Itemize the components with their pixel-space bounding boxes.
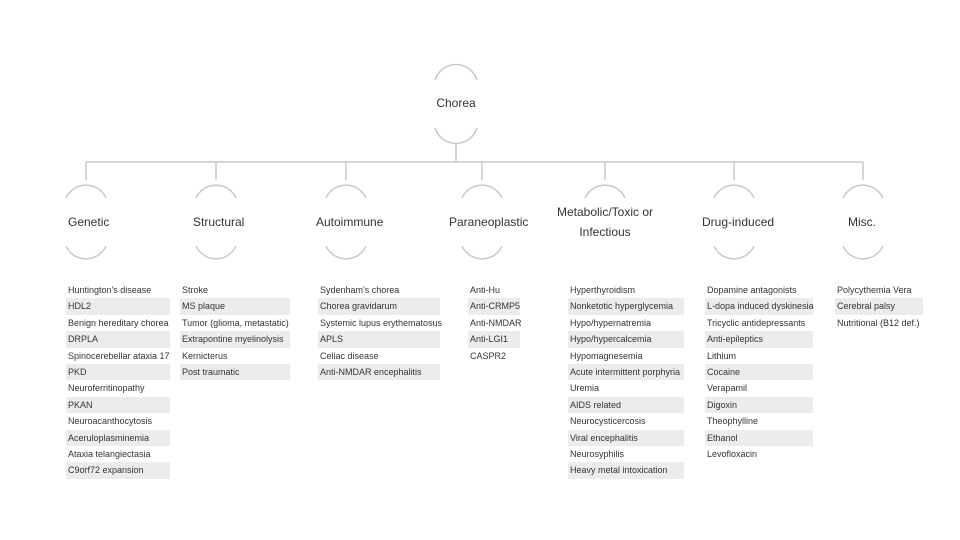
list-item: Anti-epileptics xyxy=(705,331,813,347)
list-item: Chorea gravidarum xyxy=(318,298,440,314)
list-item: Stroke xyxy=(182,285,209,295)
list-item: Dopamine antagonists xyxy=(707,285,797,295)
list-paraneoplastic xyxy=(468,282,520,364)
list-item: Hyperthyroidism xyxy=(570,285,636,295)
list-item: Uremia xyxy=(570,383,600,394)
list-drug-induced xyxy=(705,282,813,462)
list-item: Heavy metal intoxication xyxy=(568,462,684,478)
category-label-autoimmune: Autoimmune xyxy=(316,215,384,229)
list-item: Huntington's disease xyxy=(68,285,152,295)
branch-lower-arcs xyxy=(66,246,883,259)
list-item: C9orf72 expansion xyxy=(66,462,170,478)
category-label-metabolic-line-1: Metabolic/Toxic or xyxy=(556,205,654,219)
list-item: Post traumatic xyxy=(180,364,290,380)
category-label-drug-induced: Drug-induced xyxy=(702,215,775,229)
list-item: PKD xyxy=(66,364,170,380)
list-item: Neuroferritinopathy xyxy=(68,383,145,394)
list-autoimmune xyxy=(318,282,443,380)
branch-autoimmune xyxy=(326,162,366,198)
list-item: Levofloxacin xyxy=(707,448,758,459)
list-item: Theophylline xyxy=(707,416,759,427)
list-item: Anti-Hu xyxy=(470,285,501,295)
list-item: Viral encephalitis xyxy=(568,430,684,446)
list-item: Neurocysticercosis xyxy=(570,416,646,427)
branch-paraneoplastic xyxy=(462,162,502,198)
list-item: Tumor (glioma, metastatic) xyxy=(182,317,289,328)
list-item: CASPR2 xyxy=(470,350,507,361)
list-item: Anti-NMDAR xyxy=(470,317,522,328)
list-item: Anti-CRMP5 xyxy=(468,298,520,314)
list-item: Hypo/hypercalcemia xyxy=(568,331,684,347)
branch-connectors xyxy=(66,162,883,198)
list-item: Nutritional (B12 def.) xyxy=(837,317,920,328)
list-item: Nonketotic hyperglycemia xyxy=(568,298,684,314)
list-item: Kernicterus xyxy=(182,350,228,361)
list-item: Tricyclic antidepressants xyxy=(707,317,806,328)
list-item: HDL2 xyxy=(66,298,170,314)
list-genetic xyxy=(66,282,170,479)
list-item: Systemic lupus erythematosus xyxy=(320,317,443,328)
category-label-structural: Structural xyxy=(193,215,245,229)
root-node-label: Chorea xyxy=(436,96,476,110)
list-metabolic xyxy=(568,282,684,479)
list-item: Verapamil xyxy=(707,383,748,394)
list-item: Digoxin xyxy=(705,397,813,413)
category-label-paraneoplastic: Paraneoplastic xyxy=(449,215,529,229)
branch-misc xyxy=(843,162,883,198)
list-item: Sydenham's chorea xyxy=(320,285,400,295)
branch-metabolic xyxy=(585,162,625,198)
list-item: PKAN xyxy=(66,397,170,413)
list-item: Spinocerebellar ataxia 17 xyxy=(68,350,170,361)
list-item: Lithium xyxy=(707,350,737,361)
category-label-metabolic xyxy=(555,202,655,242)
branch-drug-induced xyxy=(714,162,754,198)
category-label-misc: Misc. xyxy=(848,215,876,229)
branch-structural xyxy=(196,162,236,198)
list-item: Neuroacanthocytosis xyxy=(68,416,153,427)
list-item: Cerebral palsy xyxy=(835,298,923,314)
list-misc xyxy=(835,282,923,331)
list-item: Hypomagnesemia xyxy=(570,350,643,361)
list-item: Aceruloplasminemia xyxy=(66,430,170,446)
list-item: APLS xyxy=(318,331,440,347)
list-item: AIDS related xyxy=(568,397,684,413)
list-item: Neurosyphilis xyxy=(570,448,625,459)
list-item: DRPLA xyxy=(66,331,170,347)
list-item: Acute intermittent porphyria xyxy=(568,364,684,380)
root-arc-lower xyxy=(435,128,477,143)
list-item: Celiac disease xyxy=(320,350,379,361)
list-structural xyxy=(180,282,290,380)
list-item: Benign hereditary chorea xyxy=(68,317,169,328)
category-label-genetic: Genetic xyxy=(68,215,110,229)
list-item: Anti-NMDAR encephalitis xyxy=(318,364,440,380)
branch-genetic xyxy=(66,162,106,198)
category-label-metabolic-line-2: Infectious xyxy=(579,225,631,239)
list-item: Ethanol xyxy=(705,430,813,446)
list-item: MS plaque xyxy=(180,298,290,314)
list-item: Hypo/hypernatremia xyxy=(570,317,652,328)
list-item: Ataxia telangiectasia xyxy=(68,448,151,459)
list-item: L-dopa induced dyskinesia xyxy=(705,298,813,314)
list-item: Extrapontine myelinolysis xyxy=(180,331,290,347)
list-item: Cocaine xyxy=(705,364,813,380)
root-arc xyxy=(435,65,477,80)
list-item: Anti-LGI1 xyxy=(468,331,520,347)
list-item: Polycythemia Vera xyxy=(837,285,912,295)
